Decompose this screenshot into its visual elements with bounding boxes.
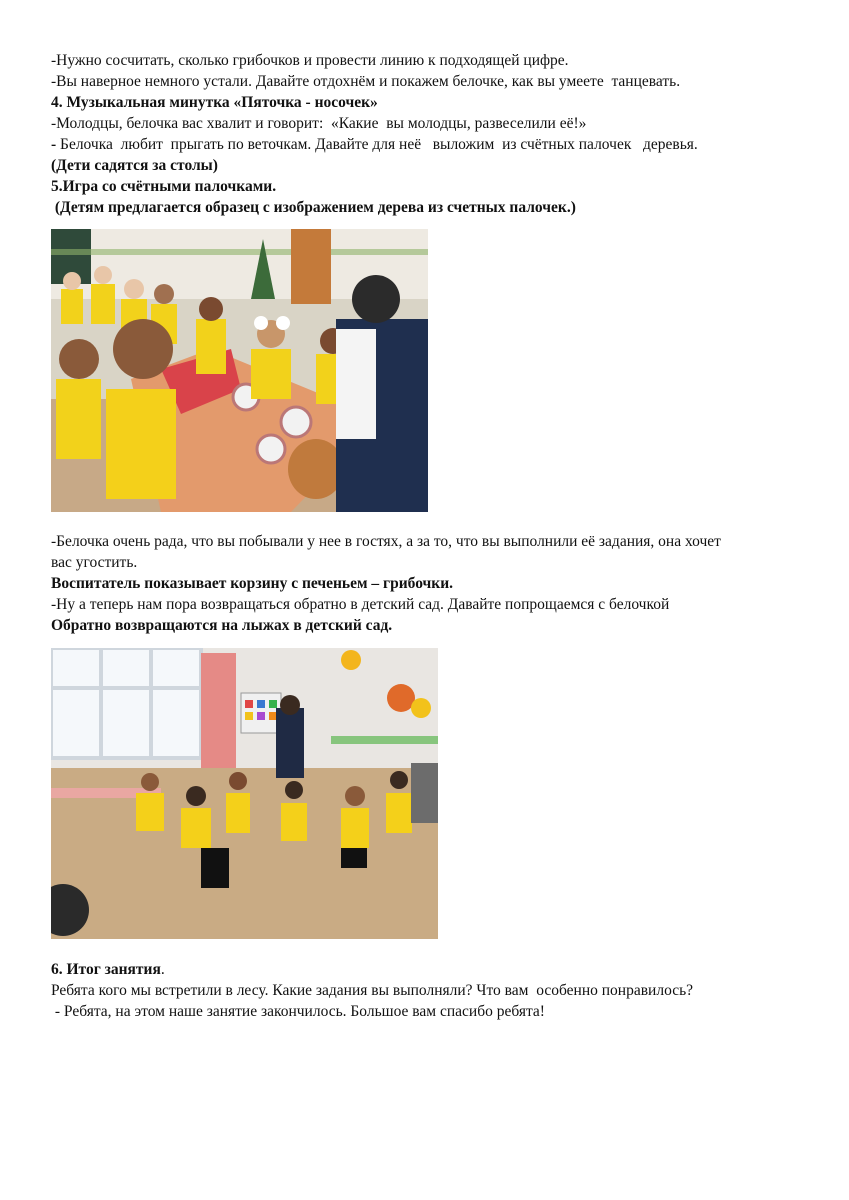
text-line: Ребята кого мы встретили в лесу. Какие задания вы выполняли? Что вам особенно понравилось? xyxy=(51,982,694,999)
photo-children-at-table xyxy=(51,229,428,512)
text-line: -Вы наверное немного устали. Давайте отдохнём и покажем белочке, как вы умеете танцевать. xyxy=(51,73,681,90)
stage-direction: Обратно возвращаются на лыжах в детский сад. xyxy=(51,617,393,634)
text-line: -Белочка очень рада, что вы побывали у нее в гостях, а за то, что вы выполнили её задания, она хочет xyxy=(51,533,721,550)
section-heading-4: 4. Музыкальная минутка «Пяточка - носочек» xyxy=(51,94,378,111)
stage-direction: (Детям предлагается образец с изображением дерева из счетных палочек.) xyxy=(51,199,576,216)
text-line: -Нужно сосчитать, сколько грибочков и провести линию к подходящей цифре. xyxy=(51,52,569,69)
text-line: -Молодцы, белочка вас хвалит и говорит: «Какие вы молодцы, развеселили её!» xyxy=(51,115,587,132)
photo-children-dancing xyxy=(51,648,438,939)
heading-dot: . xyxy=(160,961,165,978)
text-line-content: Белочка любит прыгать по веточкам. Давайте для неё выложим из счётных палочек деревья. xyxy=(60,136,698,153)
text-line: -Ну а теперь нам пора возвращаться обратно в детский сад. Давайте попрощаемся с белочкой xyxy=(51,596,670,613)
text-line: - Ребята, на этом наше занятие закончилось. Большое вам спасибо ребята! xyxy=(51,1003,545,1020)
heading-text: 6. Итог занятия xyxy=(51,961,161,978)
stage-direction: Воспитатель показывает корзину с печеньем – грибочки. xyxy=(51,575,454,592)
section-heading-6 xyxy=(51,961,165,979)
stage-direction: (Дети садятся за столы) xyxy=(51,157,218,174)
section-heading-5: 5.Игра со счётными палочками. xyxy=(51,178,277,195)
dash: - xyxy=(51,136,61,153)
text-line xyxy=(51,136,698,154)
text-line: вас угостить. xyxy=(51,554,138,571)
